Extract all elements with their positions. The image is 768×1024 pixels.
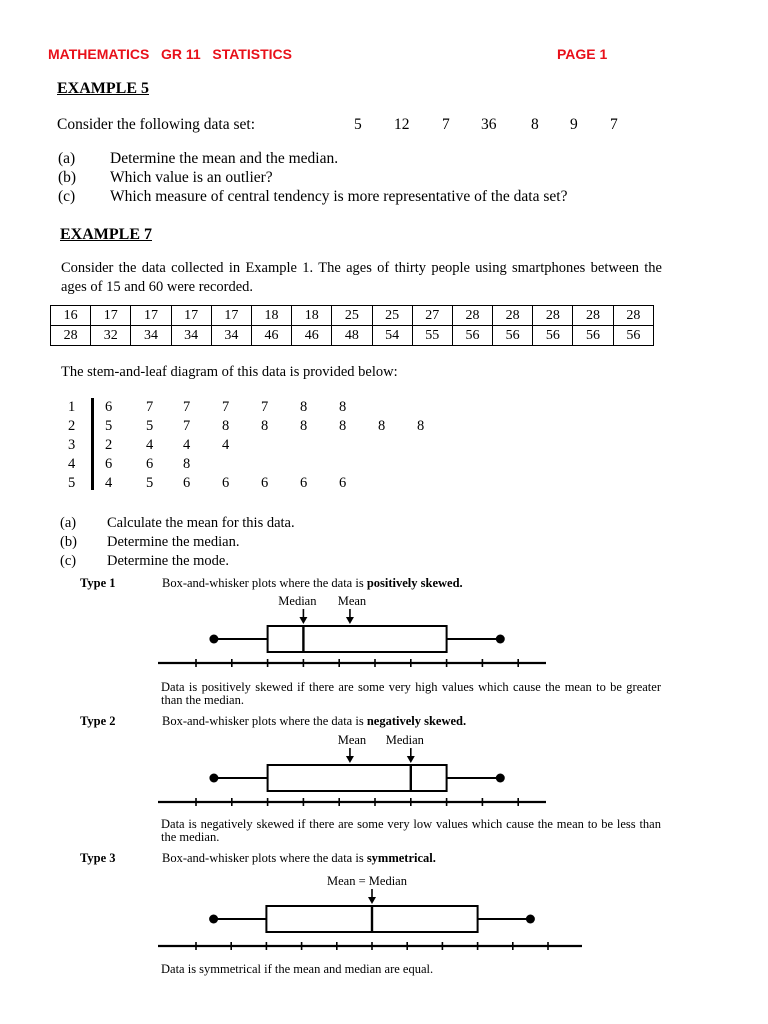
table-cell: 34: [131, 326, 171, 346]
table-cell: 56: [613, 326, 653, 346]
type-2-label: Type 2: [80, 714, 116, 728]
table-cell: 17: [171, 306, 211, 326]
mean-median-arrow-head: [368, 897, 376, 904]
example-5-intro: Consider the following data set:: [57, 116, 256, 133]
type-3-note: Data is symmetrical if the mean and median are equal.: [161, 962, 434, 976]
table-cell: 25: [332, 306, 372, 326]
type-desc-prefix: Box-and-whisker plots where the data is: [162, 714, 367, 728]
table-cell: 34: [211, 326, 251, 346]
leaf-value: 4: [183, 437, 191, 453]
leaf-value: 5: [146, 418, 154, 434]
table-row: [51, 306, 654, 326]
stem-leaf-intro: The stem-and-leaf diagram of this data is provided below:: [61, 364, 398, 380]
leaf-value: 7: [222, 399, 230, 415]
type-desc-prefix: Box-and-whisker plots where the data is: [162, 851, 367, 865]
table-cell: 18: [292, 306, 332, 326]
type-1-description: [162, 576, 463, 591]
ages-table: [50, 305, 654, 346]
question-text: Determine the mean and the median.: [110, 150, 339, 167]
type-3-label: Type 3: [80, 851, 116, 865]
leaf-value: 2: [105, 437, 113, 453]
type-3-description: [162, 851, 436, 866]
type-1-note: Data is positively skewed if there are some very high values which cause the mean to be greater than the median.: [161, 680, 661, 707]
type-desc-bold: positively skewed.: [366, 576, 463, 590]
leaf-value: 7: [183, 399, 191, 415]
minimum-point: [209, 915, 218, 924]
table-cell: 56: [533, 326, 573, 346]
minimum-point: [209, 774, 218, 783]
table-cell: 34: [171, 326, 211, 346]
leaf-value: 6: [222, 475, 230, 491]
quartile-box: [266, 906, 477, 932]
median-arrow-head: [407, 756, 415, 763]
table-cell: 17: [91, 306, 131, 326]
leaf-value: 8: [378, 418, 386, 434]
leaf-value: 8: [183, 456, 191, 472]
quartile-box: [268, 765, 447, 791]
data-value: 7: [442, 116, 450, 133]
stem-value: 3: [68, 437, 76, 453]
table-cell: 17: [211, 306, 251, 326]
question-letter: (c): [58, 188, 76, 205]
page-number: PAGE 1: [557, 46, 608, 62]
type-2-note: Data is negatively skewed if there are some very low values which cause the mean to be less than the median.: [161, 817, 661, 844]
leaf-value: 6: [261, 475, 269, 491]
data-value: 8: [531, 116, 539, 133]
table-cell: 28: [533, 306, 573, 326]
median-label: Median: [278, 594, 317, 608]
leaf-value: 6: [300, 475, 308, 491]
stem-value: 4: [68, 456, 76, 472]
maximum-point: [526, 915, 535, 924]
question-text: Determine the median.: [107, 534, 240, 550]
quartile-box: [268, 626, 447, 652]
type-desc-bold: negatively skewed.: [366, 714, 467, 728]
median-label: Median: [385, 733, 424, 747]
leaf-value: 8: [222, 418, 230, 434]
leaf-value: 5: [146, 475, 154, 491]
example-7-intro: Consider the data collected in Example 1. The ages of thirty people using smartphones between the ages of 15 and 60 were recorded.: [61, 260, 662, 295]
table-cell: 16: [51, 306, 91, 326]
table-row: [51, 326, 654, 346]
type-desc-bold: symmetrical.: [366, 851, 436, 865]
table-cell: 56: [493, 326, 533, 346]
question-letter: (c): [60, 553, 77, 569]
leaf-value: 6: [105, 399, 113, 415]
leaf-value: 4: [222, 437, 230, 453]
stem-value: 1: [68, 399, 76, 415]
stem-value: 5: [68, 475, 76, 491]
leaf-value: 4: [146, 437, 154, 453]
leaf-value: 8: [339, 399, 347, 415]
example-7-heading: EXAMPLE 7: [60, 226, 152, 243]
question-letter: (a): [58, 150, 76, 167]
median-arrow-head: [299, 617, 307, 624]
page-header-title: MATHEMATICS GR 11 STATISTICS: [48, 46, 292, 62]
table-cell: 28: [452, 306, 492, 326]
table-cell: 28: [573, 306, 613, 326]
question-letter: (b): [58, 169, 77, 186]
leaf-value: 8: [261, 418, 269, 434]
table-cell: 32: [91, 326, 131, 346]
leaf-value: 8: [300, 418, 308, 434]
data-value: 7: [610, 116, 618, 133]
table-cell: 27: [412, 306, 452, 326]
data-value: 5: [354, 116, 362, 133]
table-cell: 56: [573, 326, 613, 346]
table-cell: 28: [493, 306, 533, 326]
table-cell: 46: [292, 326, 332, 346]
data-value: 12: [394, 116, 410, 133]
table-cell: 46: [251, 326, 291, 346]
mean-label: Mean: [337, 733, 367, 747]
question-letter: (a): [60, 515, 77, 531]
table-cell: 48: [332, 326, 372, 346]
data-value: 36: [481, 116, 497, 133]
mean-label: Mean: [337, 594, 367, 608]
table-cell: 56: [452, 326, 492, 346]
type-1-label: Type 1: [80, 576, 116, 590]
question-letter: (b): [60, 534, 77, 550]
leaf-value: 8: [417, 418, 425, 434]
leaf-value: 5: [105, 418, 113, 434]
mean-arrow-head: [346, 617, 354, 624]
leaf-value: 6: [105, 456, 113, 472]
table-cell: 25: [372, 306, 412, 326]
stem-leaf-divider: [91, 398, 94, 490]
table-cell: 28: [51, 326, 91, 346]
table-cell: 18: [251, 306, 291, 326]
leaf-value: 8: [300, 399, 308, 415]
leaf-value: 4: [105, 475, 113, 491]
question-text: Determine the mode.: [107, 553, 229, 569]
type-2-description: [162, 714, 466, 729]
leaf-value: 7: [261, 399, 269, 415]
maximum-point: [496, 635, 505, 644]
leaf-value: 7: [183, 418, 191, 434]
leaf-value: 7: [146, 399, 154, 415]
minimum-point: [209, 635, 218, 644]
leaf-value: 8: [339, 418, 347, 434]
question-text: Which value is an outlier?: [110, 169, 273, 186]
table-cell: 28: [613, 306, 653, 326]
example-5-heading: EXAMPLE 5: [57, 80, 149, 97]
question-text: Which measure of central tendency is more representative of the data set?: [110, 188, 568, 205]
table-cell: 55: [412, 326, 452, 346]
leaf-value: 6: [339, 475, 347, 491]
mean-median-label: Mean = Median: [327, 874, 407, 888]
leaf-value: 6: [183, 475, 191, 491]
type-desc-prefix: Box-and-whisker plots where the data is: [162, 576, 367, 590]
leaf-value: 6: [146, 456, 154, 472]
stem-value: 2: [68, 418, 76, 434]
table-cell: 17: [131, 306, 171, 326]
table-cell: 54: [372, 326, 412, 346]
data-value: 9: [570, 116, 578, 133]
mean-arrow-head: [346, 756, 354, 763]
maximum-point: [496, 774, 505, 783]
question-text: Calculate the mean for this data.: [107, 515, 295, 531]
